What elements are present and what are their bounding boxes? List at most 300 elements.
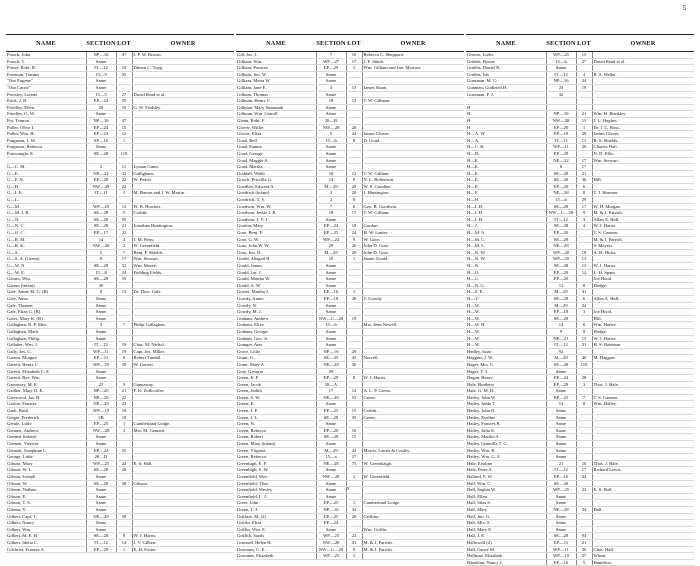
- lot-cell: [346, 322, 362, 329]
- section-cell: NE—28: [86, 513, 116, 520]
- table-row: [236, 500, 464, 507]
- lot-cell: [346, 150, 362, 157]
- name-cell: G—W. E.: [6, 269, 86, 276]
- name-cell: Haggart, J. W.: [466, 355, 546, 362]
- owner-cell: Lyman Gunn.: [132, 164, 234, 171]
- lot-cell: [346, 342, 362, 349]
- table-row: [236, 513, 464, 520]
- section-cell: Same: [316, 144, 346, 151]
- owner-cell: [592, 289, 694, 296]
- name-cell: Gallaghan, Mark: [6, 328, 86, 335]
- table-row: [236, 236, 464, 243]
- table-row: [6, 124, 234, 131]
- table-row: [6, 322, 234, 329]
- section-cell: 2: [86, 164, 116, 171]
- name-cell: H—I. H.: [466, 216, 546, 223]
- owner-cell: T. S. Cannon.: [592, 230, 694, 237]
- lot-cell: 28: [346, 183, 362, 190]
- name-cell: Green, Mary (infant): [236, 441, 316, 448]
- owner-cell: [362, 282, 464, 289]
- name-cell: Goad, Martha: [236, 164, 316, 171]
- name-cell: H—W. H.: [466, 322, 546, 329]
- section-cell: 15—b: [546, 197, 576, 204]
- owner-cell: [132, 454, 234, 461]
- header-name: NAME: [466, 35, 546, 52]
- owner-cell: [592, 98, 694, 105]
- section-cell: IT—12: [546, 71, 576, 78]
- lot-cell: [576, 91, 592, 98]
- name-cell: Gash, Basil: [6, 408, 86, 415]
- table-row: [236, 454, 464, 461]
- section-cell: SE—28: [86, 150, 116, 157]
- table-row: [466, 401, 694, 408]
- ledger-column-3: [466, 34, 694, 566]
- table-row: [6, 104, 234, 111]
- lot-cell: [576, 315, 592, 322]
- name-cell: Friedley, G. W.: [6, 111, 86, 118]
- section-cell: 28: [86, 104, 116, 111]
- lot-cell: 13: [346, 84, 362, 91]
- section-cell: EP—18: [546, 309, 576, 316]
- name-cell: Hailey, Martha A.: [466, 434, 546, 441]
- table-row: [466, 210, 694, 217]
- lot-cell: 10: [576, 460, 592, 467]
- owner-cell: T. S. Cannon.: [592, 394, 694, 401]
- section-cell: NE—28: [316, 394, 346, 401]
- section-cell: Same: [316, 216, 346, 223]
- table-row: [6, 177, 234, 184]
- name-cell: Hale, G. M. D.: [466, 388, 546, 395]
- section-cell: [546, 98, 576, 105]
- name-cell: Gennett, Vincent: [6, 441, 86, 448]
- table-row: [466, 447, 694, 454]
- section-cell: Same: [316, 421, 346, 428]
- owner-cell: [362, 117, 464, 124]
- section-cell: EP—25: [86, 421, 116, 428]
- lot-cell: 9: [576, 328, 592, 335]
- owner-cell: W. J. Harris.: [592, 223, 694, 230]
- lot-cell: 22: [116, 177, 132, 184]
- name-cell: H—A. W.: [466, 131, 546, 138]
- lot-cell: [116, 506, 132, 513]
- lot-cell: [116, 111, 132, 118]
- table-row: [6, 269, 234, 276]
- lot-cell: 9: [346, 236, 362, 243]
- name-cell: H—E.: [466, 177, 546, 184]
- section-cell: NE—29: [86, 401, 116, 408]
- lot-cell: 29: [576, 131, 592, 138]
- owner-cell: Hill.: [592, 315, 694, 322]
- section-cell: NE—28: [316, 460, 346, 467]
- owner-cell: [592, 78, 694, 85]
- lot-cell: [346, 263, 362, 270]
- owner-cell: [132, 183, 234, 190]
- section-cell: M—29: [316, 183, 346, 190]
- lot-cell: [116, 295, 132, 302]
- table-row: [6, 144, 234, 151]
- lot-cell: 1: [116, 421, 132, 428]
- section-cell: 28—D: [86, 454, 116, 461]
- section-cell: Same: [86, 111, 116, 118]
- owner-cell: [362, 144, 464, 151]
- owner-cell: [132, 447, 234, 454]
- section-cell: Same: [316, 441, 346, 448]
- lot-cell: 36: [576, 177, 592, 184]
- lot-cell: [576, 243, 592, 250]
- lot-cell: 12: [576, 269, 592, 276]
- lot-cell: 17: [116, 256, 132, 263]
- owner-cell: [132, 394, 234, 401]
- section-cell: SE—28: [546, 177, 576, 184]
- lot-cell: [346, 328, 362, 335]
- lot-cell: 4: [576, 71, 592, 78]
- section-cell: EP—11: [546, 539, 576, 546]
- lot-cell: 32: [116, 263, 132, 270]
- section-cell: EP—24: [86, 447, 116, 454]
- lot-cell: 12: [346, 98, 362, 105]
- name-cell: Goddall, Webb: [236, 170, 316, 177]
- lot-cell: 6: [576, 322, 592, 329]
- lot-cell: 25: [116, 447, 132, 454]
- name-cell: H—E.: [466, 183, 546, 190]
- owner-cell: Griffase.: [362, 513, 464, 520]
- table-row: [6, 150, 234, 157]
- lot-cell: [116, 144, 132, 151]
- name-cell: G—E.: [6, 170, 86, 177]
- section-cell: Same: [86, 441, 116, 448]
- owner-cell: [362, 164, 464, 171]
- section-cell: Same: [316, 401, 346, 408]
- name-cell: H—M. L.: [466, 243, 546, 250]
- name-cell: Hall, Silas S.: [466, 500, 546, 507]
- name-cell: G—F. N.: [6, 177, 86, 184]
- name-cell: Gilbert, Nancy: [6, 520, 86, 527]
- section-cell: SE—28: [546, 223, 576, 230]
- name-cell: Gillman, Wm. Carroll: [236, 111, 316, 118]
- section-cell: NP—16: [546, 78, 576, 85]
- table-row: [6, 500, 234, 507]
- name-cell: Gowdy, Annie: [236, 295, 316, 302]
- name-cell: Hailey, Wm. G. Z.: [466, 454, 546, 461]
- owner-cell: N. D. Ellis.: [592, 150, 694, 157]
- name-cell: Gilliam, Wm.: [236, 58, 316, 65]
- section-cell: EP—24: [316, 223, 346, 230]
- table-row: [236, 506, 464, 513]
- table-row: [236, 197, 464, 204]
- owner-cell: [592, 441, 694, 448]
- name-cell: Goss, John W. W.: [236, 243, 316, 250]
- lot-cell: 34: [346, 506, 362, 513]
- section-cell: Same: [316, 150, 346, 157]
- name-cell: Gaines (infant): [6, 282, 86, 289]
- section-cell: SE—28: [546, 236, 576, 243]
- owner-cell: Green.: [362, 394, 464, 401]
- owner-cell: [132, 401, 234, 408]
- name-cell: Green, Robert: [236, 434, 316, 441]
- table-row: [466, 315, 694, 322]
- name-cell: Gilliam, Jno. W.: [236, 71, 316, 78]
- lot-cell: [116, 441, 132, 448]
- section-cell: Same: [86, 375, 116, 382]
- section-cell: NW—C—28: [546, 210, 576, 217]
- section-cell: Same: [546, 388, 576, 395]
- owner-cell: Jonathan Huntington.: [132, 223, 234, 230]
- lot-cell: [346, 526, 362, 533]
- owner-cell: [592, 408, 694, 415]
- lot-cell: 30: [346, 361, 362, 368]
- owner-cell: J. M. Petty.: [132, 236, 234, 243]
- name-cell: Green, S. W.: [236, 394, 316, 401]
- lot-cell: 24: [116, 269, 132, 276]
- table-row: [466, 276, 694, 283]
- table-row: [6, 302, 234, 309]
- section-cell: Same: [546, 513, 576, 520]
- table-row: [236, 553, 464, 560]
- lot-cell: 20: [116, 361, 132, 368]
- owner-cell: [362, 467, 464, 474]
- owner-cell: [592, 526, 694, 533]
- section-cell: Same: [316, 309, 346, 316]
- lot-cell: 15: [576, 52, 592, 59]
- owner-cell: [362, 276, 464, 283]
- table-row: [6, 216, 234, 223]
- lot-cell: 10: [116, 104, 132, 111]
- name-cell: H—H.: [466, 197, 546, 204]
- name-cell: Greer, John: [236, 500, 316, 507]
- lot-cell: 2: [346, 553, 362, 560]
- section-cell: 15—b: [316, 322, 346, 329]
- section-cell: Same: [316, 282, 346, 289]
- name-cell: Gould, Martha W.: [236, 276, 316, 283]
- name-cell: Hadley, Isaac: [466, 348, 546, 355]
- lot-cell: [576, 414, 592, 421]
- table-row: [236, 322, 464, 329]
- section-cell: [546, 104, 576, 111]
- name-cell: G—L.: [6, 197, 86, 204]
- table-row: [6, 434, 234, 441]
- owner-cell: [132, 309, 234, 316]
- section-cell: EP—25: [316, 513, 346, 520]
- table-row: [236, 520, 464, 527]
- lot-cell: [346, 421, 362, 428]
- name-cell: Goad, Fannie: [236, 144, 316, 151]
- name-cell: Green, Virginia: [236, 447, 316, 454]
- lot-cell: [116, 474, 132, 481]
- table-row: [466, 157, 694, 164]
- section-cell: 15—a: [316, 454, 346, 461]
- lot-cell: 35: [116, 71, 132, 78]
- table-row: [6, 137, 234, 144]
- name-cell: Graham, Eliza: [236, 322, 316, 329]
- table-row: [466, 144, 694, 151]
- lot-cell: [346, 401, 362, 408]
- table-row: [6, 480, 234, 487]
- owner-cell: [132, 506, 234, 513]
- header-name: NAME: [6, 35, 86, 52]
- lot-cell: [116, 335, 132, 342]
- table-row: [466, 454, 694, 461]
- header-lot: LOT: [576, 35, 592, 52]
- section-cell: 10: [316, 256, 346, 263]
- table-row: [236, 434, 464, 441]
- table-row: [6, 454, 234, 461]
- owner-cell: [362, 269, 464, 276]
- name-cell: Fuller, Olive I.: [6, 124, 86, 131]
- lot-cell: 3: [576, 381, 592, 388]
- section-cell: SE—28: [546, 295, 576, 302]
- section-cell: SE—28: [86, 216, 116, 223]
- section-cell: SE—28: [316, 414, 346, 421]
- lot-cell: [346, 117, 362, 124]
- section-cell: WP—25: [86, 460, 116, 467]
- owner-cell: W. Greenfield.: [132, 243, 234, 250]
- section-cell: 30: [86, 282, 116, 289]
- owner-cell: M. & J. Parrish.: [592, 210, 694, 217]
- section-cell: SE—28: [546, 263, 576, 270]
- owner-cell: [132, 434, 234, 441]
- lot-cell: 27: [116, 91, 132, 98]
- lot-cell: 11: [116, 164, 132, 171]
- table-row: [6, 223, 234, 230]
- lot-cell: 10: [346, 52, 362, 59]
- name-cell: H—W.: [466, 335, 546, 342]
- table-row: [466, 243, 694, 250]
- owner-cell: J. V. Gilbert.: [132, 539, 234, 546]
- lot-cell: 18: [576, 249, 592, 256]
- lot-cell: 35: [346, 414, 362, 421]
- section-cell: 15—5: [86, 91, 116, 98]
- owner-cell: [362, 150, 464, 157]
- lot-cell: [346, 309, 362, 316]
- owner-cell: James Sloan.: [362, 84, 464, 91]
- lot-cell: [576, 434, 592, 441]
- owner-cell: [592, 170, 694, 177]
- name-cell: Grant, Mary A.: [236, 361, 316, 368]
- section-cell: Same: [546, 441, 576, 448]
- table-row: [466, 190, 694, 197]
- lot-cell: 1: [576, 124, 592, 131]
- section-cell: WP—25: [546, 487, 576, 494]
- owner-cell: Chas. M. Nichol.: [132, 342, 234, 349]
- owner-cell: M. & J. Parrish.: [592, 236, 694, 243]
- lot-cell: [116, 375, 132, 382]
- owner-cell: [592, 183, 694, 190]
- table-row: [236, 539, 464, 546]
- name-cell: Geiger, Frederick: [6, 414, 86, 421]
- table-row: [466, 84, 694, 91]
- table-row: [6, 474, 234, 481]
- table-row: [6, 414, 234, 421]
- owner-cell: Wheat.: [592, 553, 694, 560]
- table-row: [466, 559, 694, 566]
- name-cell: Hall, Wm. C.: [466, 480, 546, 487]
- section-cell: NW—28: [316, 474, 346, 481]
- owner-cell: [132, 276, 234, 283]
- name-cell: Goodwin, Wm. W.: [236, 203, 316, 210]
- table-row: [466, 71, 694, 78]
- name-cell: Hamilton, Nancy J.: [466, 559, 546, 566]
- table-row: [6, 355, 234, 362]
- name-cell: Gunman, Godfried H.: [466, 84, 546, 91]
- lot-cell: 18: [346, 223, 362, 230]
- table-row: [236, 150, 464, 157]
- section-cell: Same: [86, 368, 116, 375]
- table-row: [236, 361, 464, 368]
- lot-cell: 75: [346, 460, 362, 467]
- section-cell: Same: [316, 276, 346, 283]
- owner-cell: [132, 328, 234, 335]
- name-cell: Gray, Georgia: [236, 368, 316, 375]
- owner-cell: [362, 104, 464, 111]
- name-cell: Goad, George: [236, 150, 316, 157]
- section-cell: 18: [316, 98, 346, 105]
- table-row: [236, 216, 464, 223]
- owner-cell: [362, 421, 464, 428]
- lot-cell: [576, 447, 592, 454]
- lot-cell: 29: [576, 197, 592, 204]
- section-cell: Same: [316, 302, 346, 309]
- lot-cell: [346, 302, 362, 309]
- owner-cell: E. H. Foster.: [132, 546, 234, 553]
- name-cell: Hailey, Julia E.: [466, 427, 546, 434]
- lot-cell: [576, 230, 592, 237]
- section-cell: IT—12: [86, 342, 116, 349]
- lot-cell: [346, 164, 362, 171]
- name-cell: Gilbert, Wm.: [6, 526, 86, 533]
- table-row: [6, 447, 234, 454]
- owner-cell: Morris, Lanier & Cooley.: [362, 447, 464, 454]
- name-cell: H—W.: [466, 302, 546, 309]
- name-cell: H—A.: [466, 137, 546, 144]
- section-cell: Same: [316, 342, 346, 349]
- owner-cell: [362, 441, 464, 448]
- owner-cell: [132, 117, 234, 124]
- owner-cell: S. Meyers.: [592, 243, 694, 250]
- owner-cell: [592, 348, 694, 355]
- lot-cell: [346, 381, 362, 388]
- section-cell: Same: [316, 164, 346, 171]
- name-cell: Gillman, Henry C.: [236, 98, 316, 105]
- owner-cell: [132, 375, 234, 382]
- section-cell: EP—20: [546, 276, 576, 283]
- section-cell: EP—20: [546, 230, 576, 237]
- owner-cell: [132, 474, 234, 481]
- owner-cell: Hamilton.: [592, 559, 694, 566]
- name-cell: Grant, G.: [236, 355, 316, 362]
- table-row: [236, 348, 464, 355]
- owner-cell: David Read et al.: [132, 91, 234, 98]
- section-cell: Same: [86, 84, 116, 91]
- section-cell: Same: [86, 78, 116, 85]
- name-cell: Gale, Anna: [6, 295, 86, 302]
- owner-cell: N. L. Robertson.: [362, 177, 464, 184]
- name-cell: H—I. D.: [466, 203, 546, 210]
- section-cell: NW—28: [316, 539, 346, 546]
- section-cell: EP—29: [86, 546, 116, 553]
- owner-cell: [592, 500, 694, 507]
- table-row: [466, 388, 694, 395]
- owner-cell: [132, 124, 234, 131]
- owner-cell: Wm. Stewart.: [132, 256, 234, 263]
- name-cell: H.: [466, 124, 546, 131]
- owner-cell: Wm. H. Brinkley.: [592, 111, 694, 118]
- lot-cell: 31: [576, 342, 592, 349]
- lot-cell: 2: [116, 243, 132, 250]
- lot-cell: 17: [346, 210, 362, 217]
- name-cell: Goodwin, J. V. J.: [236, 216, 316, 223]
- name-cell: Gale, Eliza G. (R): [6, 309, 86, 316]
- section-cell: Same: [546, 493, 576, 500]
